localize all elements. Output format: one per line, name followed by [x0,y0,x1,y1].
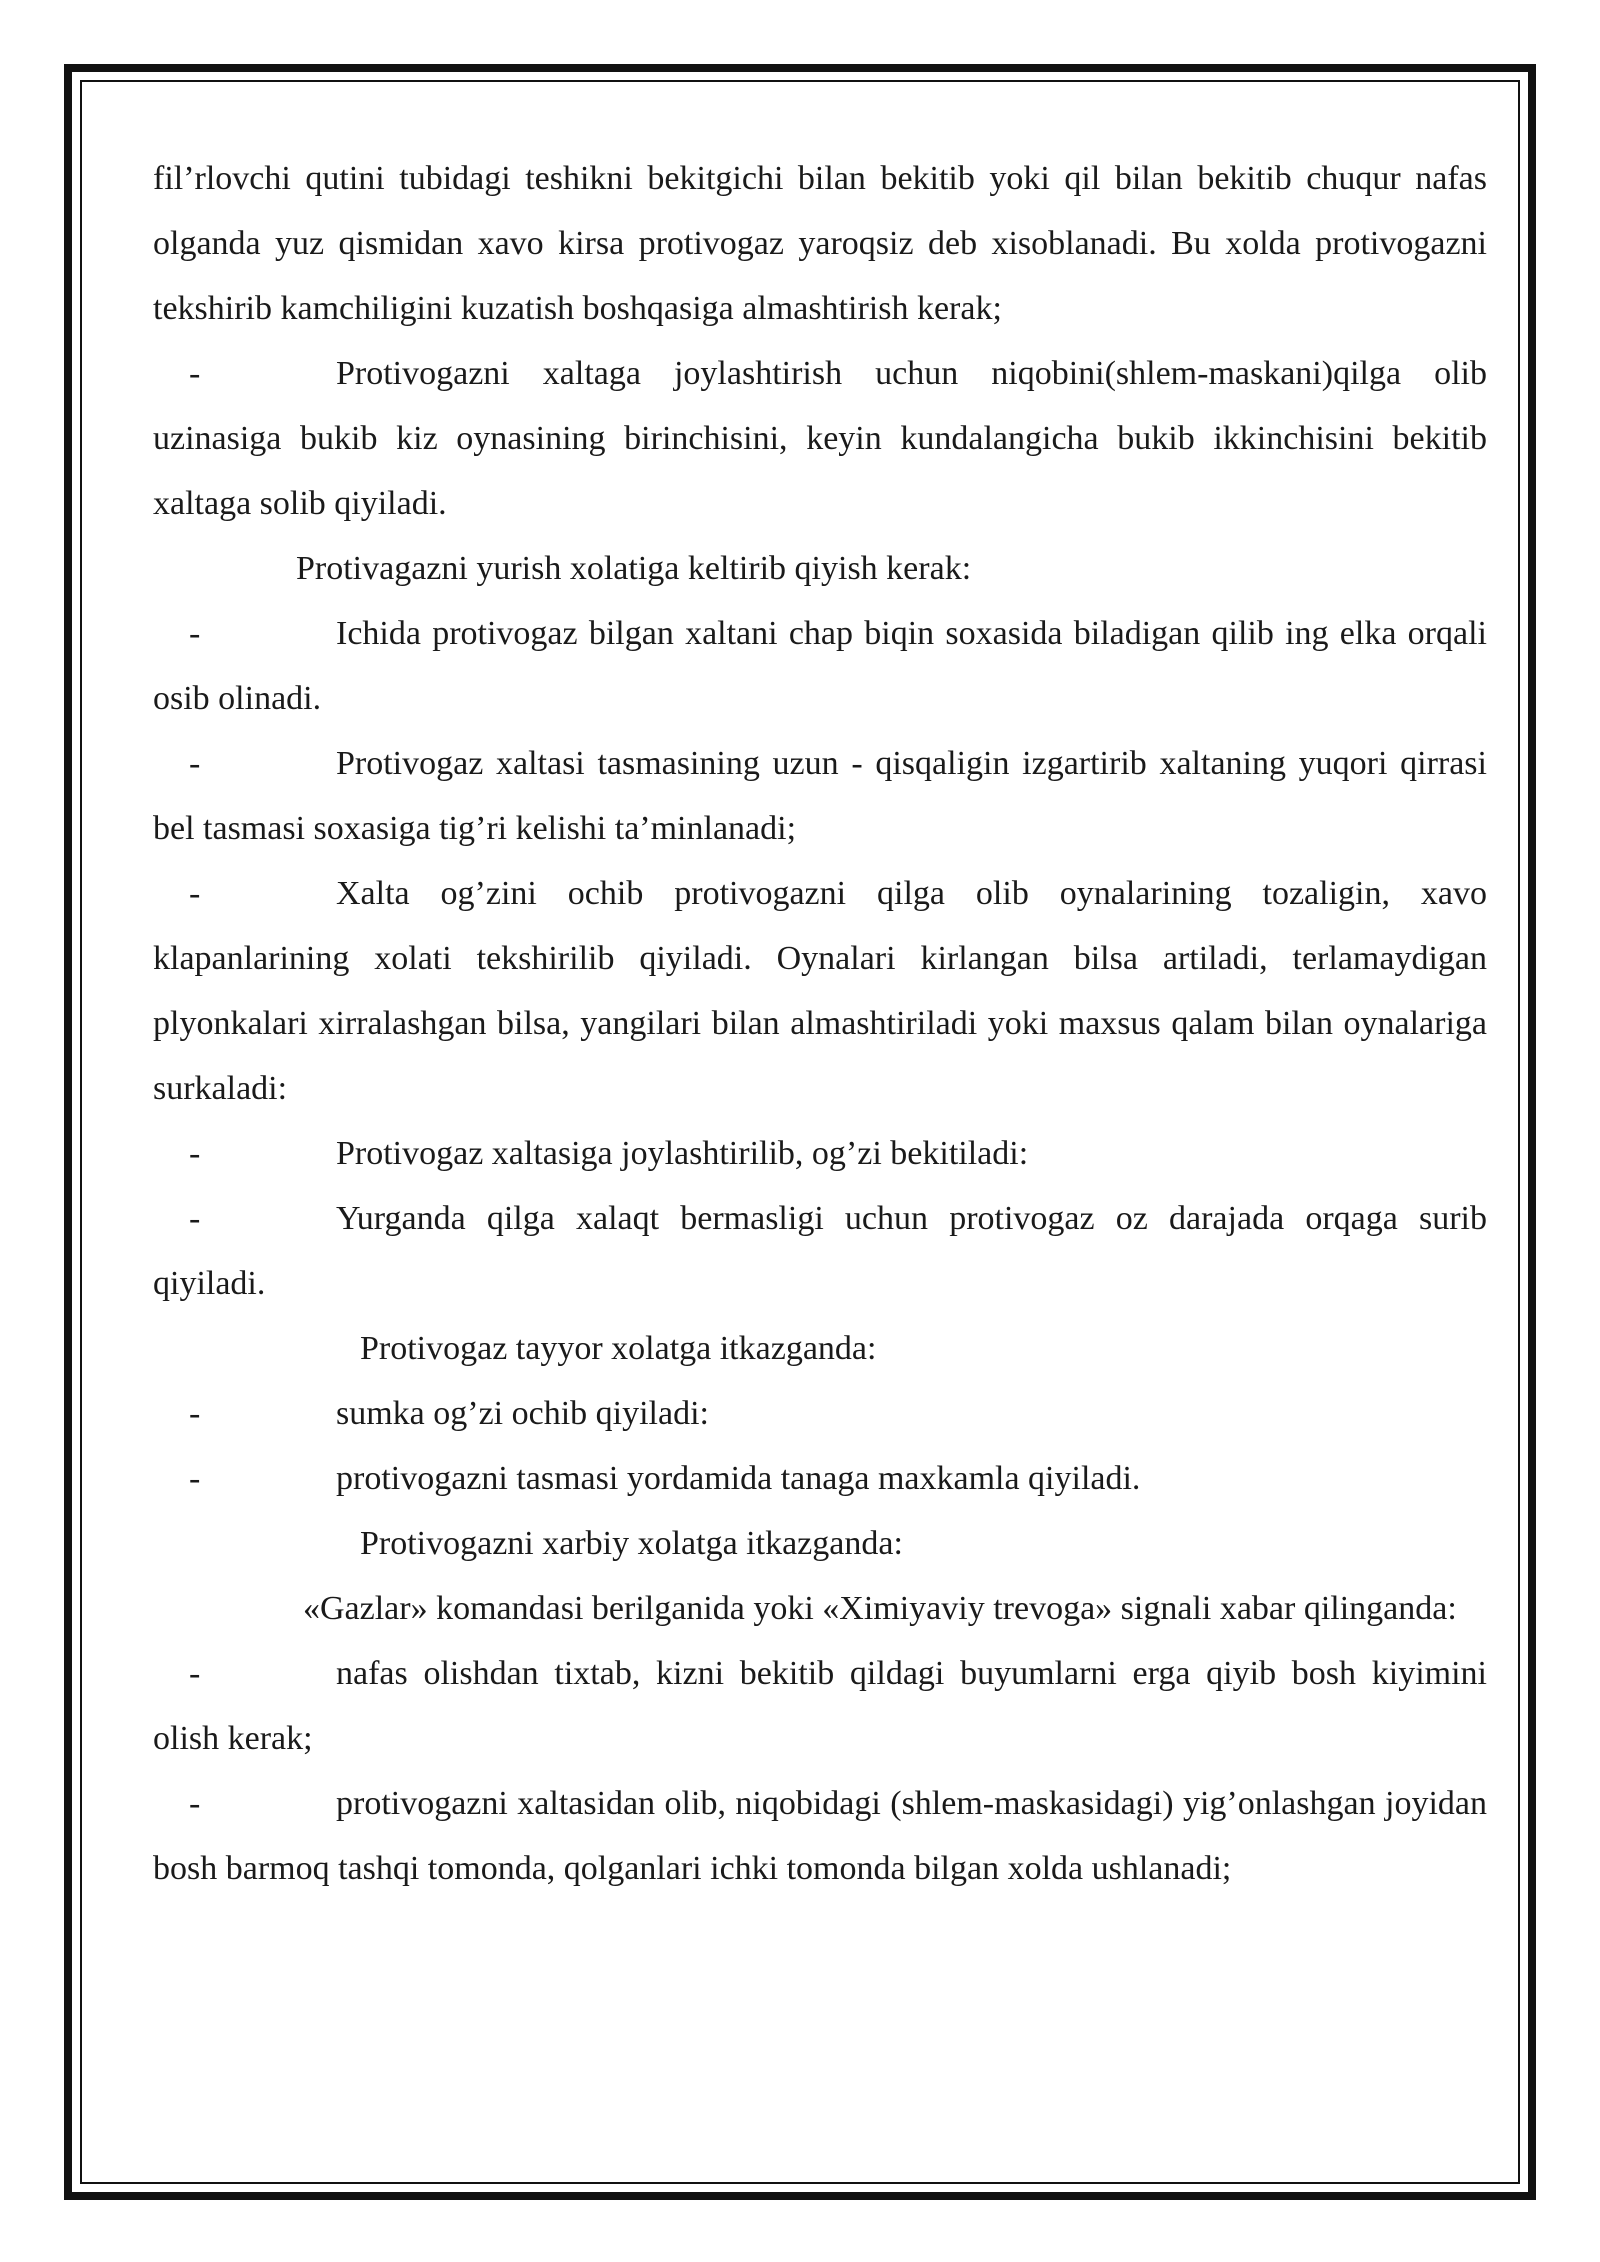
bullet-item [153,1381,1487,1446]
bullet-dash: - [189,875,201,912]
bullet-text: protivogazni xaltasidan olib, niqobidagi (shlem-maskasidagi) yig’onlashgan joyidan bosh barmoq tashqi tomonda, qolganlari ichki tomonda bilgan xolda ushlanadi; [153,1785,1487,1887]
bullet-dash: - [189,355,201,392]
bullet-text: Yurganda qilga xalaqt bermasligi uchun protivogaz oz darajada orqaga surib qiyiladi. [153,1200,1487,1302]
bullet-text: Protivogazni xaltaga joylashtirish uchun niqobini(shlem-maskani)qilga olib uzinasiga bukib kiz oynasining birinchisini, keyin kundalangicha bukib ikkinchisini bekitib xaltaga solib qiyiladi. [153,355,1487,522]
paragraph: fil’rlovchi qutini tubidagi teshikni bekitgichi bilan bekitib yoki qil bilan bekitib chuqur nafas olganda yuz qismidan xavo kirsa protivogaz yaroqsiz deb xisoblanadi. Bu xolda protivogazni tekshirib kamchiligini kuzatish boshqasiga almashtirish kerak; [153,160,1487,327]
bullet-dash: - [189,745,201,782]
bullet-item [153,1641,1487,1771]
bullet-dash: - [189,1200,201,1237]
bullet-dash: - [189,1785,201,1822]
bullet-text: nafas olishdan tixtab, kizni bekitib qildagi buyumlarni erga qiyib bosh kiyimini olish kerak; [153,1655,1487,1757]
bullet-text: sumka og’zi ochib qiyiladi: [336,1395,709,1432]
bullet-text: Xalta og’zini ochib protivogazni qilga olib oynalarining tozaligin, xavo klapanlarining xolati tekshirilib qiyiladi. Oynalari kirlangan bilsa artiladi, terlamaydigan plyonkalari xirralashgan bilsa, yangilari bilan almashtiriladi yoki maxsus qalam bilan oynalariga surkaladi: [153,875,1487,1107]
bullet-item [153,601,1487,731]
bullet-dash: - [189,1395,201,1432]
bullet-item [153,1186,1487,1316]
bullet-item [153,861,1487,1121]
bullet-item [153,1771,1487,1901]
bullet-item [153,1121,1487,1186]
bullet-text: Ichida protivogaz bilgan xaltani chap biqin soxasida biladigan qilib ing elka orqali osib olinadi. [153,615,1487,717]
bullet-text: Protivogaz xaltasi tasmasining uzun - qisqaligin izgartirib xaltaning yuqori qirrasi bel tasmasi soxasiga tig’ri kelishi ta’minlanadi; [153,745,1487,847]
bullet-dash: - [189,1135,201,1172]
bullet-item [153,731,1487,861]
bullet-dash: - [189,1655,201,1692]
bullet-dash: - [189,1460,201,1497]
bullet-dash: - [189,615,201,652]
bullet-text: Protivogaz xaltasiga joylashtirilib, og’zi bekitiladi: [336,1135,1029,1172]
section-heading: Protivogaz tayyor xolatga itkazganda: [360,1330,877,1367]
paragraph: «Gazlar» komandasi berilganida yoki «Ximiyaviy trevoga» signali xabar qilinganda: [303,1590,1457,1627]
bullet-item [153,1446,1487,1511]
bullet-item [153,341,1487,536]
bullet-text: protivogazni tasmasi yordamida tanaga maxkamla qiyiladi. [336,1460,1141,1497]
section-heading: Protivagazni yurish xolatiga keltirib qiyish kerak: [296,550,972,587]
section-heading: Protivogazni xarbiy xolatga itkazganda: [360,1525,903,1562]
document-body [153,146,1487,1901]
